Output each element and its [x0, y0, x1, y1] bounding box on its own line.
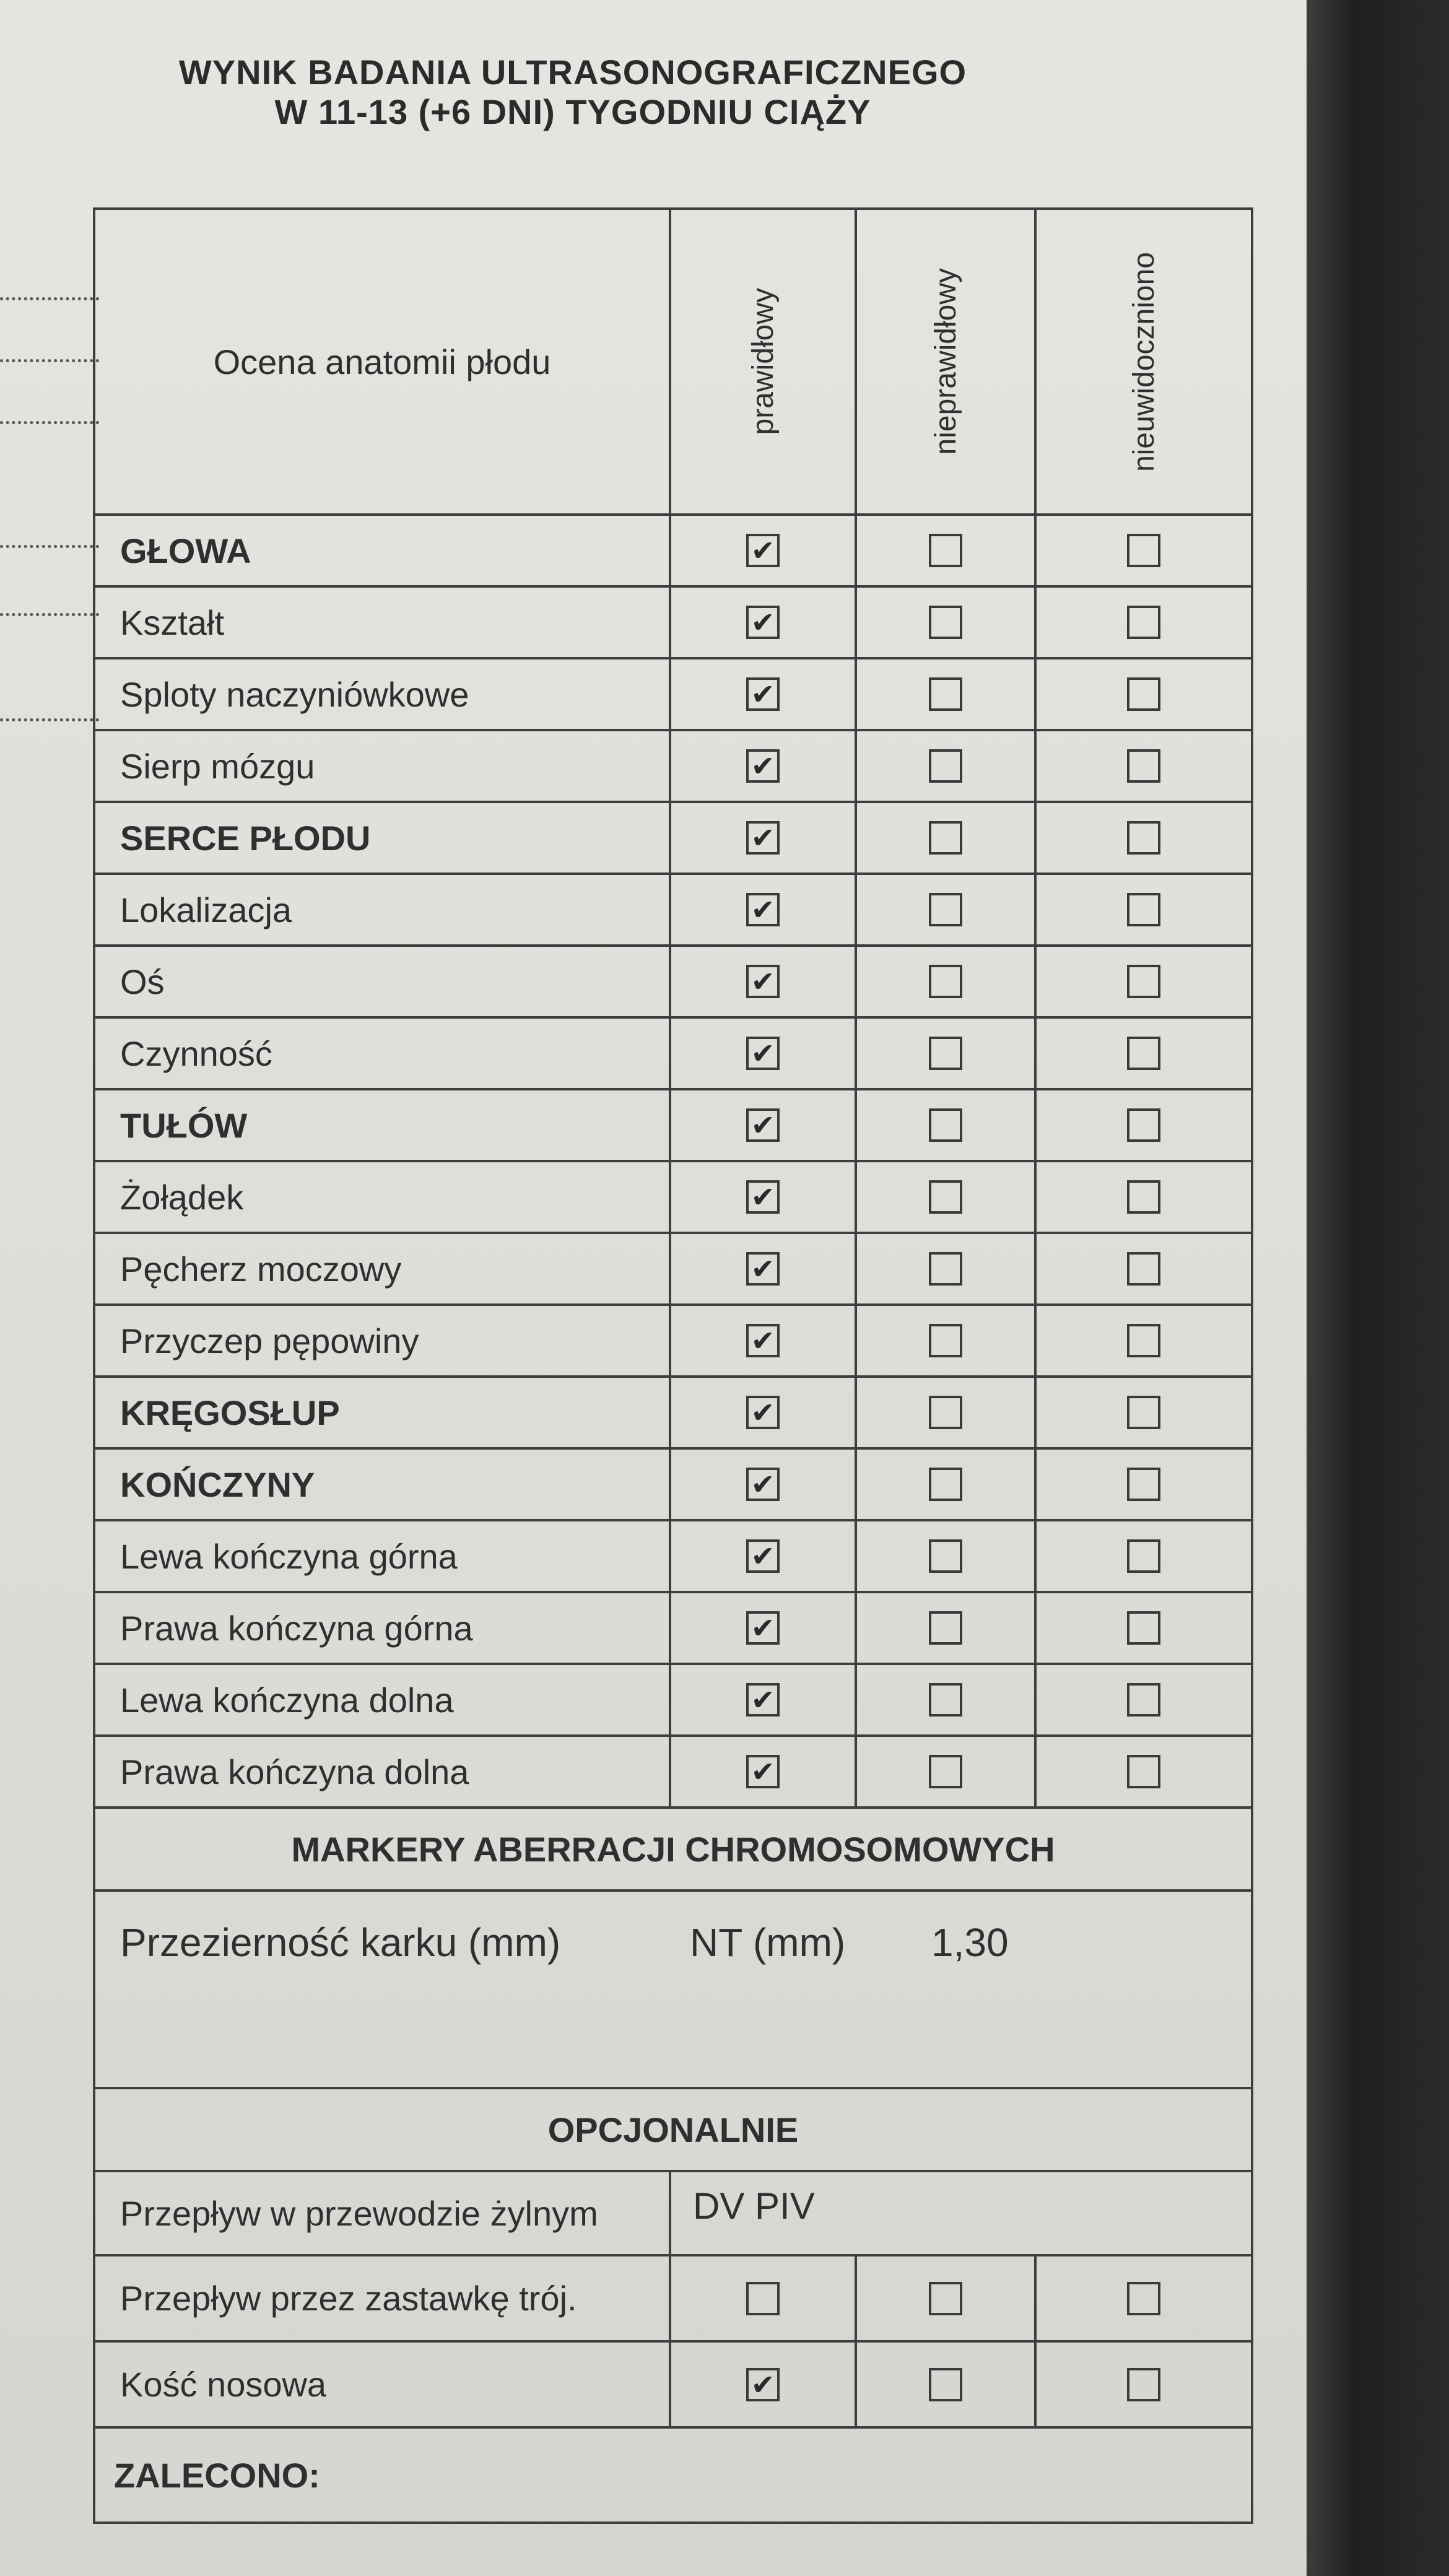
empty-checkbox[interactable]	[1127, 1037, 1160, 1070]
checked-checkbox[interactable]	[746, 534, 780, 567]
row-label: Kształt	[94, 586, 670, 658]
checkbox-cell	[1035, 1017, 1252, 1089]
table-row	[94, 658, 1252, 730]
checkbox-cell	[1035, 586, 1252, 658]
table-row	[94, 1736, 1252, 1808]
row-label: Sploty naczyniówkowe	[94, 658, 670, 730]
checkbox-cell	[856, 658, 1035, 730]
empty-checkbox[interactable]	[929, 821, 962, 855]
fetal-anatomy-table	[93, 207, 1253, 2524]
table-row	[94, 946, 1252, 1017]
checkbox-cell	[670, 1161, 856, 1233]
dv-row	[94, 2171, 1252, 2255]
row-label: Oś	[94, 946, 670, 1017]
row-label: KOŃCZYNY	[94, 1448, 670, 1520]
empty-checkbox[interactable]	[1127, 965, 1160, 998]
checkbox-cell	[670, 1736, 856, 1808]
checkbox-cell	[670, 1448, 856, 1520]
checkbox-cell	[856, 874, 1035, 946]
checkbox-cell	[856, 1089, 1035, 1161]
empty-checkbox[interactable]	[1127, 2282, 1160, 2315]
row-label: GŁOWA	[94, 515, 670, 586]
recommendation-label: ZALECONO:	[94, 2427, 1252, 2523]
table-row	[94, 1592, 1252, 1664]
checkbox-cell	[856, 1017, 1035, 1089]
empty-checkbox[interactable]	[1127, 1108, 1160, 1142]
optional-title: OPCJONALNIE	[94, 2088, 1252, 2171]
empty-checkbox[interactable]	[929, 1180, 962, 1214]
checkbox-cell	[1035, 1089, 1252, 1161]
empty-checkbox[interactable]	[1127, 534, 1160, 567]
checkmark-icon: ✔	[751, 1612, 775, 1644]
optional-row	[94, 2341, 1252, 2427]
checked-checkbox[interactable]	[746, 1611, 780, 1645]
checked-checkbox[interactable]	[746, 749, 780, 783]
table-row	[94, 515, 1252, 586]
table-row	[94, 1161, 1252, 1233]
optional-row	[94, 2255, 1252, 2341]
row-label: Przyczep pępowiny	[94, 1305, 670, 1377]
nt-abbrev: NT (mm)	[690, 1920, 846, 1965]
row-label: Lewa kończyna górna	[94, 1520, 670, 1592]
checkmark-icon: ✔	[751, 1684, 775, 1716]
checkbox-cell	[1035, 1448, 1252, 1520]
table-header-row	[94, 209, 1252, 515]
checked-checkbox[interactable]	[746, 1180, 780, 1214]
checkmark-icon: ✔	[751, 1540, 775, 1572]
checkbox-cell	[670, 1233, 856, 1305]
empty-checkbox[interactable]	[929, 1396, 962, 1429]
empty-checkbox[interactable]	[929, 1108, 962, 1142]
row-label: KRĘGOSŁUP	[94, 1377, 670, 1448]
checked-checkbox[interactable]	[746, 1037, 780, 1070]
checkbox-cell	[670, 515, 856, 586]
checkbox-cell	[856, 1233, 1035, 1305]
checkbox-cell	[670, 1089, 856, 1161]
checkmark-icon: ✔	[751, 1109, 775, 1141]
empty-checkbox[interactable]	[929, 965, 962, 998]
checkbox-cell	[670, 658, 856, 730]
title-line-2: W 11-13 (+6 DNI) TYGODNIU CIĄŻY	[274, 92, 871, 131]
checkmark-icon: ✔	[751, 822, 775, 854]
checked-checkbox[interactable]	[746, 1324, 780, 1357]
nt-label: Przezierność karku (mm)	[120, 1920, 561, 1965]
checked-checkbox[interactable]	[746, 1468, 780, 1501]
optional-row-label: Kość nosowa	[94, 2341, 670, 2427]
checkbox-cell	[670, 1305, 856, 1377]
checkbox-cell	[1035, 802, 1252, 874]
empty-checkbox[interactable]	[1127, 1324, 1160, 1357]
checked-checkbox[interactable]	[746, 821, 780, 855]
empty-checkbox[interactable]	[1127, 1683, 1160, 1717]
checkmark-icon: ✔	[751, 678, 775, 710]
checkbox-cell	[670, 2341, 856, 2427]
checkmark-icon: ✔	[751, 1253, 775, 1285]
checked-checkbox[interactable]	[746, 1539, 780, 1573]
header-col-abnormal: nieprawidłowy	[856, 209, 1035, 515]
checkmark-icon: ✔	[751, 1756, 775, 1788]
checked-checkbox[interactable]	[746, 893, 780, 926]
empty-checkbox[interactable]	[929, 1252, 962, 1286]
table-row	[94, 1017, 1252, 1089]
empty-checkbox[interactable]	[1127, 1180, 1160, 1214]
empty-checkbox[interactable]	[929, 2282, 962, 2315]
row-label: Sierp mózgu	[94, 730, 670, 802]
dotted-leader	[0, 718, 99, 721]
checkbox-cell	[670, 2255, 856, 2341]
empty-checkbox[interactable]	[929, 1539, 962, 1573]
table-row	[94, 1664, 1252, 1736]
checkmark-icon: ✔	[751, 606, 775, 638]
table-row	[94, 1089, 1252, 1161]
checkmark-icon: ✔	[751, 2368, 775, 2401]
checkbox-cell	[670, 730, 856, 802]
checkmark-icon: ✔	[751, 894, 775, 926]
checkbox-cell	[856, 515, 1035, 586]
table-row	[94, 874, 1252, 946]
checkbox-cell	[856, 2255, 1035, 2341]
checkbox-cell	[670, 586, 856, 658]
dv-label: Przepływ w przewodzie żylnym	[94, 2171, 670, 2255]
empty-checkbox[interactable]	[929, 534, 962, 567]
empty-checkbox[interactable]	[1127, 677, 1160, 711]
checkbox-cell	[670, 802, 856, 874]
row-label: Pęcherz moczowy	[94, 1233, 670, 1305]
checked-checkbox[interactable]	[746, 1108, 780, 1142]
checked-checkbox[interactable]	[746, 965, 780, 998]
checkbox-cell	[1035, 515, 1252, 586]
table-row	[94, 1377, 1252, 1448]
checkbox-cell	[670, 1377, 856, 1448]
empty-checkbox[interactable]	[929, 606, 962, 639]
checkbox-cell	[1035, 658, 1252, 730]
background-edge	[1307, 0, 1449, 2576]
empty-checkbox[interactable]	[929, 1324, 962, 1357]
checkmark-icon: ✔	[751, 534, 775, 567]
row-label: Prawa kończyna górna	[94, 1592, 670, 1664]
empty-checkbox[interactable]	[929, 1037, 962, 1070]
empty-checkbox[interactable]	[1127, 1611, 1160, 1645]
checkbox-cell	[1035, 1377, 1252, 1448]
empty-checkbox[interactable]	[929, 2368, 962, 2401]
dotted-leader	[0, 359, 99, 362]
dotted-leader	[0, 613, 99, 616]
table-row	[94, 730, 1252, 802]
empty-checkbox[interactable]	[1127, 1396, 1160, 1429]
checkbox-cell	[670, 1520, 856, 1592]
table-row	[94, 802, 1252, 874]
checkbox-cell	[1035, 1520, 1252, 1592]
checkbox-cell	[1035, 1664, 1252, 1736]
checkmark-icon: ✔	[751, 750, 775, 782]
checkbox-cell	[1035, 2341, 1252, 2427]
checkbox-cell	[856, 1592, 1035, 1664]
checkbox-cell	[856, 1736, 1035, 1808]
checkbox-cell	[856, 1448, 1035, 1520]
checkbox-cell	[1035, 874, 1252, 946]
checkbox-cell	[670, 1017, 856, 1089]
dotted-leader	[0, 421, 99, 424]
row-label: SERCE PŁODU	[94, 802, 670, 874]
checkmark-icon: ✔	[751, 1468, 775, 1500]
checkbox-cell	[856, 946, 1035, 1017]
checked-checkbox[interactable]	[746, 1755, 780, 1788]
checkbox-cell	[856, 1664, 1035, 1736]
row-label: TUŁÓW	[94, 1089, 670, 1161]
checked-checkbox[interactable]	[746, 606, 780, 639]
checkbox-cell	[1035, 1161, 1252, 1233]
empty-checkbox[interactable]	[929, 677, 962, 711]
checkbox-cell	[670, 946, 856, 1017]
checkbox-cell	[856, 1305, 1035, 1377]
empty-checkbox[interactable]	[1127, 749, 1160, 783]
checked-checkbox[interactable]	[746, 2368, 780, 2401]
empty-checkbox[interactable]	[1127, 1539, 1160, 1573]
nt-value: 1,30	[931, 1920, 1009, 1965]
empty-checkbox[interactable]	[929, 1755, 962, 1788]
nt-row	[94, 1891, 1252, 2088]
row-label: Lewa kończyna dolna	[94, 1664, 670, 1736]
checkbox-cell	[856, 1377, 1035, 1448]
empty-checkbox[interactable]	[929, 749, 962, 783]
checkbox-cell	[1035, 2255, 1252, 2341]
table-row	[94, 1233, 1252, 1305]
empty-checkbox[interactable]	[929, 893, 962, 926]
dotted-leader	[0, 545, 99, 548]
row-label: Lokalizacja	[94, 874, 670, 946]
checkmark-icon: ✔	[751, 1396, 775, 1429]
header-col-normal: prawidłowy	[670, 209, 856, 515]
checkbox-cell	[856, 730, 1035, 802]
checkbox-cell	[1035, 1736, 1252, 1808]
empty-checkbox[interactable]	[746, 2282, 780, 2315]
checkmark-icon: ✔	[751, 1325, 775, 1357]
empty-checkbox[interactable]	[1127, 893, 1160, 926]
optional-row-label: Przepływ przez zastawkę trój.	[94, 2255, 670, 2341]
checkbox-cell	[856, 2341, 1035, 2427]
recommendation-row	[94, 2427, 1252, 2523]
checked-checkbox[interactable]	[746, 1396, 780, 1429]
table-row	[94, 1305, 1252, 1377]
table-row	[94, 1520, 1252, 1592]
table-row	[94, 586, 1252, 658]
checked-checkbox[interactable]	[746, 677, 780, 711]
markers-title: MARKERY ABERRACJI CHROMOSOMOWYCH	[94, 1808, 1252, 1891]
header-anatomy-label: Ocena anatomii płodu	[94, 209, 670, 515]
empty-checkbox[interactable]	[929, 1683, 962, 1717]
empty-checkbox[interactable]	[929, 1468, 962, 1501]
checkbox-cell	[1035, 1233, 1252, 1305]
checkbox-cell	[670, 1664, 856, 1736]
empty-checkbox[interactable]	[1127, 1755, 1160, 1788]
row-label: Czynność	[94, 1017, 670, 1089]
row-label: Żołądek	[94, 1161, 670, 1233]
nt-cell	[94, 1891, 1252, 2088]
empty-checkbox[interactable]	[1127, 606, 1160, 639]
markers-title-row	[94, 1808, 1252, 1891]
checked-checkbox[interactable]	[746, 1252, 780, 1286]
empty-checkbox[interactable]	[929, 1611, 962, 1645]
checkbox-cell	[856, 802, 1035, 874]
dotted-leader	[0, 297, 99, 300]
empty-checkbox[interactable]	[1127, 2368, 1160, 2401]
checkmark-icon: ✔	[751, 965, 775, 998]
optional-title-row	[94, 2088, 1252, 2171]
empty-checkbox[interactable]	[1127, 1252, 1160, 1286]
checkbox-cell	[1035, 1305, 1252, 1377]
checkbox-cell	[670, 874, 856, 946]
checked-checkbox[interactable]	[746, 1683, 780, 1717]
title-line-1: WYNIK BADANIA ULTRASONOGRAFICZNEGO	[178, 53, 967, 92]
empty-checkbox[interactable]	[1127, 821, 1160, 855]
table-row	[94, 1448, 1252, 1520]
checkbox-cell	[856, 586, 1035, 658]
checkbox-cell	[1035, 730, 1252, 802]
checkbox-cell	[856, 1520, 1035, 1592]
document-title	[124, 53, 1022, 132]
header-col-not-visualized: nieuwidoczniono	[1035, 209, 1252, 515]
checkmark-icon: ✔	[751, 1037, 775, 1069]
checkbox-cell	[1035, 946, 1252, 1017]
checkbox-cell	[1035, 1592, 1252, 1664]
dv-value: DV PIV	[670, 2171, 1252, 2255]
checkbox-cell	[670, 1592, 856, 1664]
checkbox-cell	[856, 1161, 1035, 1233]
empty-checkbox[interactable]	[1127, 1468, 1160, 1501]
row-label: Prawa kończyna dolna	[94, 1736, 670, 1808]
checkmark-icon: ✔	[751, 1181, 775, 1213]
